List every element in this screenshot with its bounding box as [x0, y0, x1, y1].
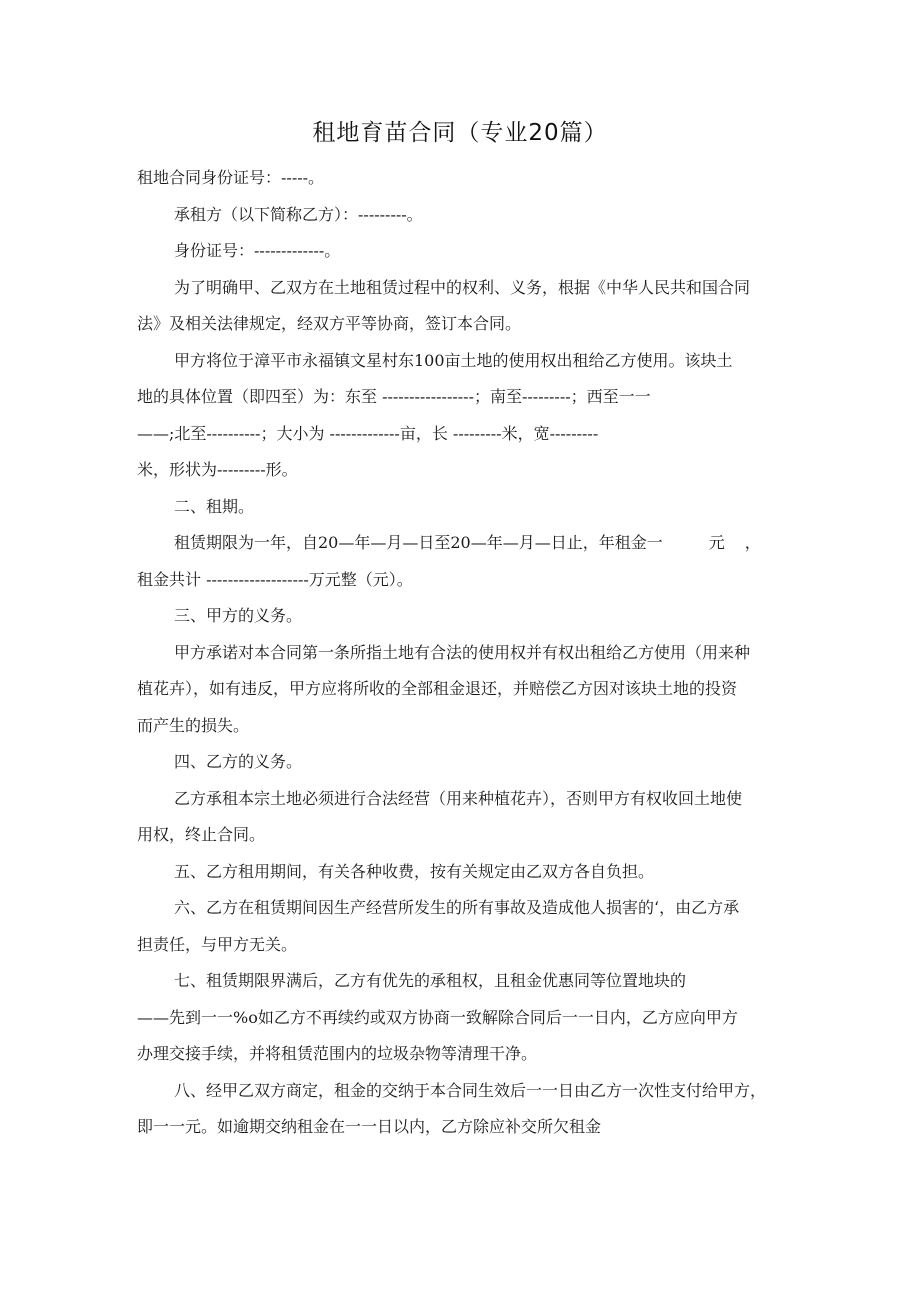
text-line: 米，形状为---------形。	[137, 460, 298, 479]
document-body	[137, 160, 785, 1146]
text-line: 八、经甲乙双方商定，租金的交纳于本合同生效后一一日由乙方一次性支付给甲方，	[174, 1080, 767, 1100]
text-line: 用权，终止合同。	[137, 825, 266, 844]
text-line: 为了明确甲、乙双方在土地租赁过程中的权利、义务，根据《中华人民共和国合同	[174, 277, 751, 297]
text-line: 租金共计 -------------------万元整（元）。	[137, 569, 413, 589]
text-line: 五、乙方租用期间，有关各种收费，按有关规定由乙双方各自负担。	[174, 861, 655, 881]
text-line: 三、甲方的义务。	[174, 606, 303, 625]
text-fragment: ，	[744, 533, 761, 552]
document-title: 租地育苗合同（专业20篇）	[312, 120, 608, 146]
text-line: 乙方承租本宗土地必须进行合法经营（用来种植花卉），否则甲方有权收回土地使	[174, 788, 743, 808]
text-line: 承租方（以下简称乙方）：---------。	[174, 204, 423, 224]
text-line: 四、乙方的义务。	[174, 752, 303, 771]
text-line: ——;北至----------；大小为 -------------亩，长 ---------米，宽---------	[137, 423, 599, 443]
text-line: 甲方承诺对本合同第一条所指土地有合法的使用权并有权出租给乙方使用（用来种	[174, 642, 751, 662]
text-fragment: 租赁期限为一年，自20—年—月—日至20—年—月—日止，年租金一	[174, 533, 663, 552]
text-line	[137, 525, 785, 562]
text-line: ——先到一一%o如乙方不再续约或双方协商一致解除合同后一一日内，乙方应向甲方	[137, 1007, 738, 1027]
text-line: 租地合同身份证号：-----。	[137, 168, 325, 187]
text-line: 身份证号：-------------。	[174, 241, 341, 260]
text-line: 植花卉），如有违反，甲方应将所收的全部租金退还，并赔偿乙方因对该块土地的投资	[137, 679, 738, 698]
text-line: 办理交接手续，并将租赁范围内的垃圾杂物等清理干净。	[137, 1044, 538, 1063]
text-line: 地的具体位置（即四至）为：东至 -----------------；南至---------；西至一一	[137, 387, 651, 406]
text-line: 六、乙方在租赁期间因生产经营所发生的所有事故及造成他人损害的‘，由乙方承	[174, 898, 740, 917]
text-line: 二、租期。	[174, 496, 255, 516]
text-line: 法》及相关法律规定，经双方平等协商，签订本合同。	[137, 314, 522, 333]
text-line: 担责任，与甲方无关。	[137, 934, 298, 954]
text-line: 即一一元。如逾期交纳租金在一一日以内，乙方除应补交所欠租金	[137, 1117, 602, 1136]
text-line: 七、租赁期限界满后，乙方有优先的承租权，且租金优惠同等位置地块的	[174, 971, 687, 990]
text-line: 而产生的损失。	[137, 715, 250, 735]
text-fragment: 元	[708, 533, 725, 552]
text-line: 甲方将位于漳平市永福镇文星村东100亩土地的使用权出租给乙方使用。该块土	[174, 350, 733, 370]
